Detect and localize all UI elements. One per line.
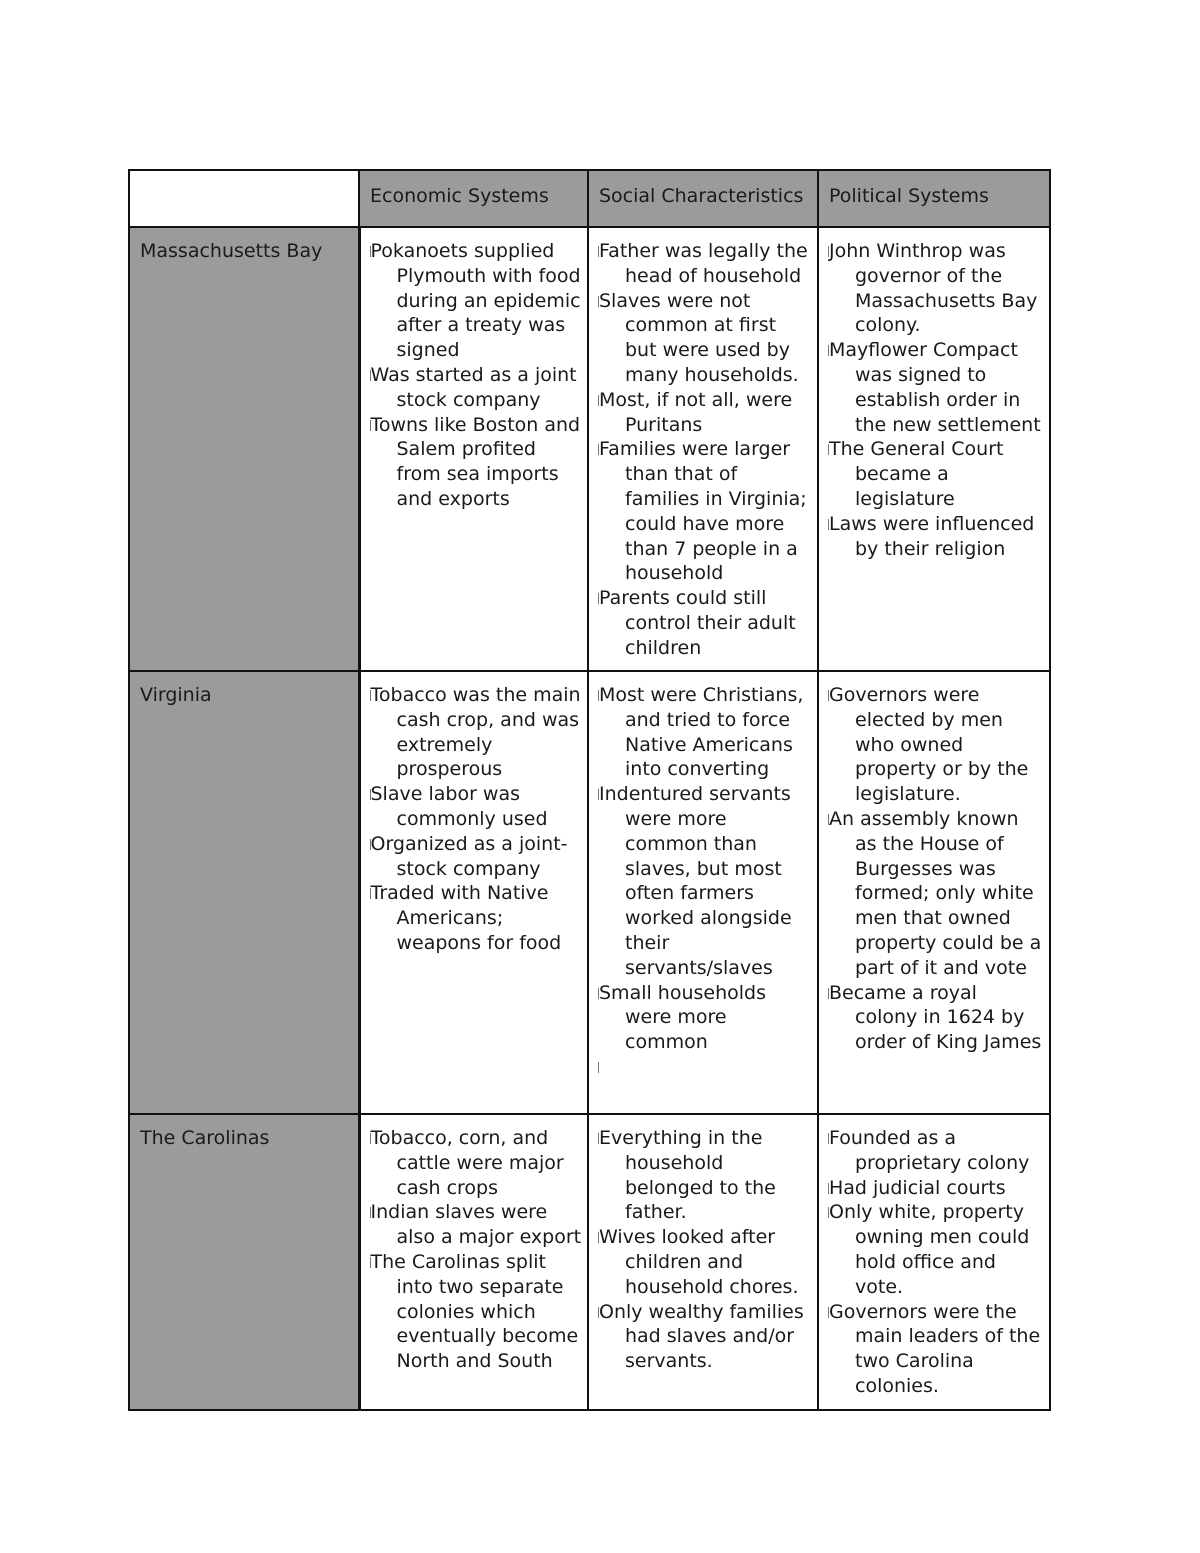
row-label-cell <box>129 1114 359 1410</box>
row-label: The Carolinas <box>140 1127 270 1149</box>
list-item: Wives looked after children and household chores. <box>599 1225 813 1299</box>
list-item: An assembly known as the House of Burgesses was formed; only white men that owned property could be a part of it and vote <box>829 807 1045 981</box>
header-economic-systems: Economic Systems <box>359 170 588 227</box>
list-item: Organized as a joint-stock company <box>371 832 584 882</box>
list-item: Governors were elected by men who owned property or by the legislature. <box>829 683 1045 807</box>
political-cell <box>818 671 1050 1114</box>
list-item: John Winthrop was governor of the Massachusetts Bay colony. <box>829 239 1045 338</box>
header-political-systems: Political Systems <box>818 170 1050 227</box>
economic-list <box>361 1115 588 1374</box>
list-item: Laws were influenced by their religion <box>829 512 1045 562</box>
political-list <box>819 1115 1049 1399</box>
economic-list <box>361 228 588 512</box>
row-label-cell <box>129 671 359 1114</box>
list-item: Mayflower Compact was signed to establish order in the new settlement <box>829 338 1045 437</box>
political-cell <box>818 227 1050 671</box>
list-item: Tobacco was the main cash crop, and was extremely prosperous <box>371 683 584 782</box>
list-item: Pokanoets supplied Plymouth with food during an epidemic after a treaty was signed <box>371 239 584 363</box>
list-item: Towns like Boston and Salem profited from sea imports and exports <box>371 413 584 512</box>
political-cell <box>818 1114 1050 1410</box>
list-item: Traded with Native Americans; weapons for food <box>371 881 584 955</box>
social-cell <box>588 227 818 671</box>
row-label: Virginia <box>140 684 212 706</box>
list-item: Only wealthy families had slaves and/or servants. <box>599 1300 813 1374</box>
social-cell <box>588 1114 818 1410</box>
list-item: The Carolinas split into two separate colonies which eventually become North and South <box>371 1250 584 1374</box>
social-list <box>589 228 817 661</box>
header-row <box>129 170 1050 227</box>
colonies-comparison-table <box>128 169 1051 1411</box>
list-item: Slave labor was commonly used <box>371 782 584 832</box>
list-item: Small households were more common <box>599 981 813 1055</box>
row-label: Massachusetts Bay <box>140 240 323 262</box>
list-item: Governors were the main leaders of the two Carolina colonies. <box>829 1300 1045 1399</box>
list-item: Was started as a joint stock company <box>371 363 584 413</box>
row-the-carolinas <box>129 1114 1050 1410</box>
social-cell <box>588 671 818 1114</box>
row-virginia <box>129 671 1050 1114</box>
list-item: Father was legally the head of household <box>599 239 813 289</box>
list-item: Had judicial courts <box>829 1176 1045 1201</box>
list-item: Everything in the household belonged to the father. <box>599 1126 813 1225</box>
list-item: Families were larger than that of families in Virginia; could have more than 7 people in a household <box>599 437 813 586</box>
list-item: Most were Christians, and tried to force Native Americans into converting <box>599 683 813 782</box>
list-item: Indian slaves were also a major export <box>370 1201 582 1249</box>
header-social-characteristics: Social Characteristics <box>588 170 818 227</box>
list-item: Founded as a proprietary colony <box>829 1126 1045 1176</box>
political-list <box>819 672 1049 1055</box>
economic-cell <box>359 1114 588 1410</box>
row-massachusetts-bay <box>129 227 1050 671</box>
list-item: Tobacco, corn, and cattle were major cash crops <box>371 1126 584 1200</box>
political-list <box>819 228 1049 561</box>
header-corner-cell <box>129 170 359 227</box>
row-label-cell <box>129 227 359 671</box>
economic-cell <box>359 671 588 1114</box>
list-item: Most, if not all, were Puritans <box>599 388 813 438</box>
list-item: Only white, property owning men could hold office and vote. <box>829 1200 1045 1299</box>
economic-cell <box>359 227 588 671</box>
social-list <box>589 1115 817 1374</box>
list-item-empty <box>599 1055 813 1080</box>
list-item: The General Court became a legislature <box>829 437 1045 511</box>
social-list <box>589 672 817 1080</box>
list-item: Parents could still control their adult children <box>599 586 813 660</box>
list-item: Became a royal colony in 1624 by order of King James <box>829 981 1045 1055</box>
list-item: Slaves were not common at first but were used by many households. <box>599 289 813 388</box>
economic-list <box>361 672 588 956</box>
list-item: Indentured servants were more common than slaves, but most often farmers worked alongside their servants/slaves <box>599 782 813 980</box>
